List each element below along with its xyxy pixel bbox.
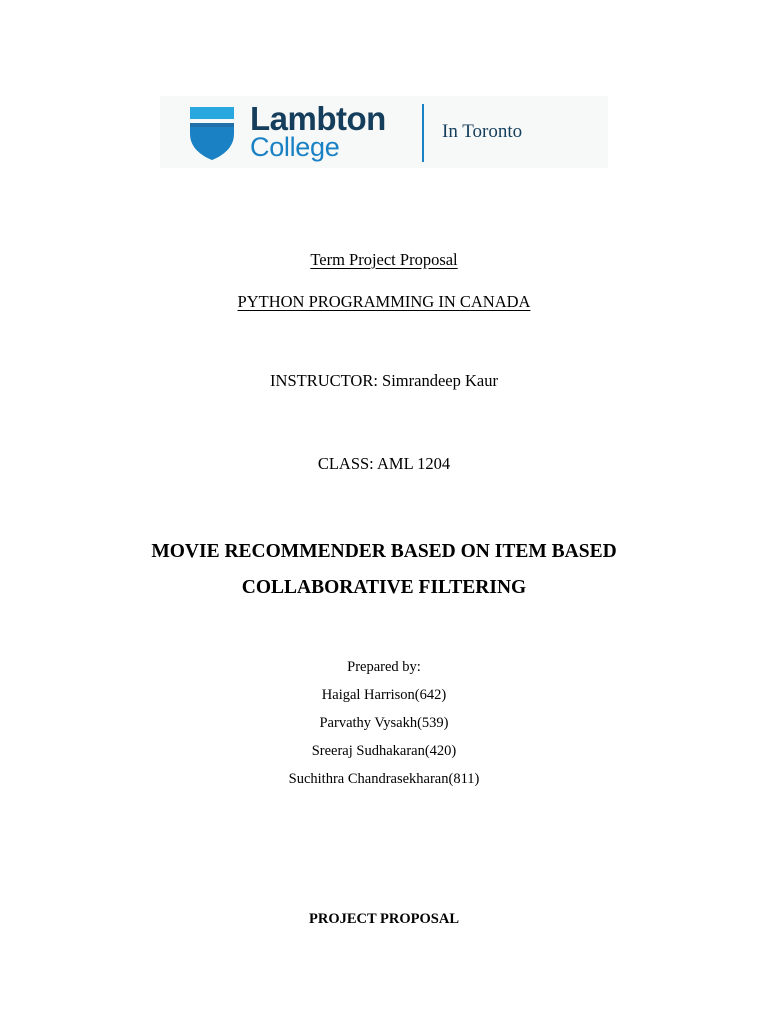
- prepared-by-label: Prepared by:: [347, 659, 421, 675]
- section-heading: PROJECT PROPOSAL: [309, 911, 459, 927]
- logo-word-lambton: Lambton: [250, 100, 386, 137]
- logo-divider: [422, 104, 424, 162]
- logo-word-college: College: [250, 132, 340, 162]
- logo-tagline: In Toronto: [442, 121, 523, 142]
- author-name: Sreeraj Sudhakaran(420): [311, 743, 457, 759]
- logo-wordmark: [250, 100, 386, 161]
- college-logo: [160, 96, 608, 168]
- author-name: Haigal Harrison(642): [321, 687, 447, 703]
- author-name: Suchithra Chandrasekharan(811): [288, 771, 480, 787]
- shield-logo-icon: [188, 104, 236, 160]
- class-code: CLASS: AML 1204: [317, 454, 451, 473]
- author-name: Parvathy Vysakh(539): [319, 715, 449, 731]
- instructor: INSTRUCTOR: Simrandeep Kaur: [270, 371, 498, 390]
- doc-type: Term Project Proposal: [310, 250, 458, 269]
- course-name: PYTHON PROGRAMMING IN CANADA: [237, 292, 531, 311]
- project-title-line2: COLLABORATIVE FILTERING: [241, 577, 527, 598]
- project-title-line1: MOVIE RECOMMENDER BASED ON ITEM BASED: [151, 541, 617, 562]
